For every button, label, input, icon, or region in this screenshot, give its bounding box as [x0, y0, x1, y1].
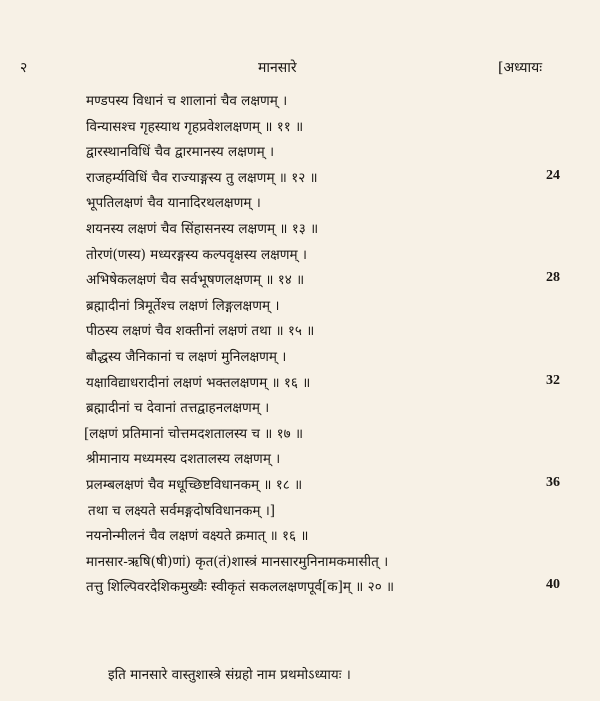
- running-title: मानसारे: [258, 60, 297, 76]
- verse-line: ब्रह्मादीनां च देवानां तत्तद्वाहनलक्षणम् ।: [86, 400, 270, 417]
- verse-line: यक्षाविद्याधरादीनां लक्षणं भक्तलक्षणम् ॥ १६ ॥: [86, 374, 311, 391]
- margin-line-number: 28: [546, 270, 560, 286]
- verse-line: मानसार-ऋषि(षी)णां) कृत(तं)शास्त्रं मानसारमुनिनामकमासीत् ।: [86, 553, 389, 570]
- verse-line: द्वारस्थानविधिं चैव द्वारमानस्य लक्षणम् ।: [86, 144, 275, 161]
- verse-line: तत्तु शिल्पिवरदेशिकमुख्यैः स्वीकृतं सकललक्षणपूर्व[क]म् ॥ २० ॥: [86, 579, 395, 596]
- verse-line: नयनोन्मीलनं चैव लक्षणं वक्ष्यते क्रमात् ॥ १६ ॥: [86, 528, 309, 545]
- margin-line-number: 40: [546, 577, 560, 593]
- margin-line-number: 32: [546, 372, 560, 388]
- margin-line-number: 36: [546, 475, 560, 490]
- verse-line: पीठस्य लक्षणं चैव शक्तीनां लक्षणं तथा ॥ १५ ॥: [86, 323, 315, 340]
- colophon: इति मानसारे वास्तुशास्त्रे संग्रहो नाम प्रथमोऽध्यायः ।: [108, 667, 351, 683]
- page-number: २: [20, 60, 28, 76]
- verse-line: तोरणं(णस्य) मध्यरङ्गस्य कल्पवृक्षस्य लक्षणम् ।: [86, 246, 308, 263]
- chapter-label: [अध्यायः: [498, 60, 543, 76]
- verse-line: तथा च लक्ष्यते सर्वमङ्गदोषविधानकम् ।]: [88, 502, 276, 519]
- verse-line: प्रलम्बलक्षणं चैव मधूच्छिष्टविधानकम् ॥ १८ ॥: [86, 477, 303, 493]
- verse-line: [लक्षणं प्रतिमानां चोत्तमदशतालस्य च ॥ १७ ॥: [84, 425, 304, 442]
- margin-line-number: 24: [546, 167, 560, 183]
- verse-line: ब्रह्मादीनां त्रिमूर्तेश्च लक्षणं लिङ्गलक्षणम् ।: [86, 297, 280, 314]
- verse-line: विन्यासश्च गृहस्याथ गृहप्रवेशलक्षणम् ॥ ११ ॥: [86, 118, 304, 135]
- verse-line: भूपतिलक्षणं चैव यानादिरथलक्षणम् ।: [86, 195, 261, 212]
- verse-line: बौद्धस्य जैनिकानां च लक्षणं मुनिलक्षणम् ।: [86, 349, 287, 365]
- verse-line: राजहर्म्यविधिं चैव राज्याङ्गस्य तु लक्षणम् ॥ १२ ॥: [86, 169, 318, 186]
- verse-line: श्रीमानाय मध्यमस्य दशतालस्य लक्षणम् ।: [86, 451, 281, 468]
- verse-line: अभिषेकलक्षणं चैव सर्वभूषणलक्षणम् ॥ १४ ॥: [86, 272, 305, 289]
- verse-line: मण्डपस्य विधानं च शालानां चैव लक्षणम् ।: [86, 93, 288, 109]
- verse-line: शयनस्य लक्षणं चैव सिंहासनस्य लक्षणम् ॥ १३ ॥: [86, 221, 319, 237]
